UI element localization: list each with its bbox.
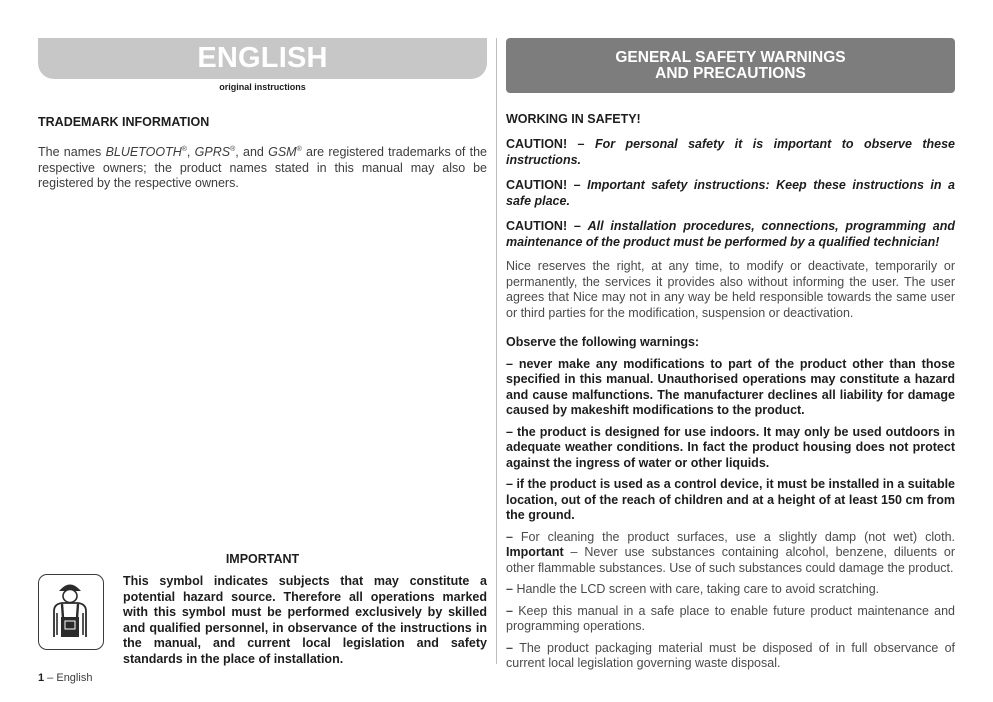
left-column bbox=[38, 38, 487, 192]
warning-indoors: – the product is designed for use indoors. It may only be used outdoors in adequate weather conditions. In fact the product housing does not protect against the ingress of water or other liquids. bbox=[506, 424, 955, 470]
trademark-text: The names BLUETOOTH®, GPRS®, and GSM® are registered trademarks of the respective owners; the product names stated in this manual may also be registered by the respective owners. bbox=[38, 145, 487, 191]
important-title: IMPORTANT bbox=[225, 552, 300, 566]
caution-1: CAUTION! – For personal safety it is important to observe these instructions. bbox=[506, 137, 955, 167]
warning-modifications: – never make any modifications to part of the product other than those specified in this manual. Unauthorised operations may constitute a hazard and cause malfunctions. The manufacturer declines all liability for damage caused by makeshift modifications to the product. bbox=[506, 356, 955, 417]
trademark-title: TRADEMARK INFORMATION bbox=[38, 115, 210, 129]
safety-header bbox=[506, 38, 955, 93]
safety-header-title: GENERAL SAFETY WARNINGS AND PRECAUTIONS bbox=[615, 48, 846, 82]
bluetooth-name: BLUETOOTH bbox=[105, 145, 182, 160]
page-footer: 1 – English bbox=[38, 672, 93, 684]
warning-control-device: – if the product is used as a control device, it must be installed in a suitable location, out of the reach of children and at a height of at least 150 cm from the ground. bbox=[506, 477, 955, 522]
gprs-name: GPRS bbox=[194, 145, 231, 160]
observe-title: Observe the following warnings: bbox=[506, 335, 700, 349]
caution-3: CAUTION! – All installation procedures, connections, programming and maintenance of the product must be performed by a qualified technician! bbox=[506, 219, 955, 249]
working-safety-title: WORKING IN SAFETY! bbox=[506, 112, 641, 126]
language-header bbox=[38, 38, 487, 79]
caution-2: CAUTION! – Important safety instructions: Keep these instructions in a safe place. bbox=[506, 178, 956, 208]
lcd-instructions: – Handle the LCD screen with care, taking care to avoid scratching. bbox=[506, 582, 880, 596]
nice-disclaimer: Nice reserves the right, at any time, to modify or deactivate, temporarily or permanently, the services it provides also without informing the user. The user agrees that Nice may not in any way be held responsible towards the same user or third parties for the modification, suspension or deactivation. bbox=[506, 259, 955, 320]
gsm-name: GSM bbox=[268, 145, 297, 160]
technician-icon bbox=[38, 574, 104, 650]
packaging-instructions: – The product packaging material must be disposed of in full observance of current local legislation governing waste disposal. bbox=[506, 640, 955, 670]
page-number: 1 bbox=[38, 672, 45, 684]
original-instructions-label: original instructions bbox=[219, 82, 306, 92]
right-column bbox=[506, 38, 955, 678]
language-title: ENGLISH bbox=[197, 42, 328, 74]
manual-instructions: – Keep this manual in a safe place to enable future product maintenance and programming operations. bbox=[506, 603, 955, 633]
cleaning-instructions: – For cleaning the product surfaces, use a slightly damp (not wet) cloth. Important – Never use substances containing alcohol, benzene, diluents or other flammable substances. Use of such substances could damage the product. bbox=[506, 529, 955, 575]
column-divider bbox=[496, 38, 497, 664]
important-text: This symbol indicates subjects that may constitute a potential hazard source. Therefore all operations marked with this symbol must be performed exclusively by skilled and qualified personnel, in observance of the instructions in the manual, and current local legislation and safety standards in the place of installation. bbox=[123, 574, 487, 666]
